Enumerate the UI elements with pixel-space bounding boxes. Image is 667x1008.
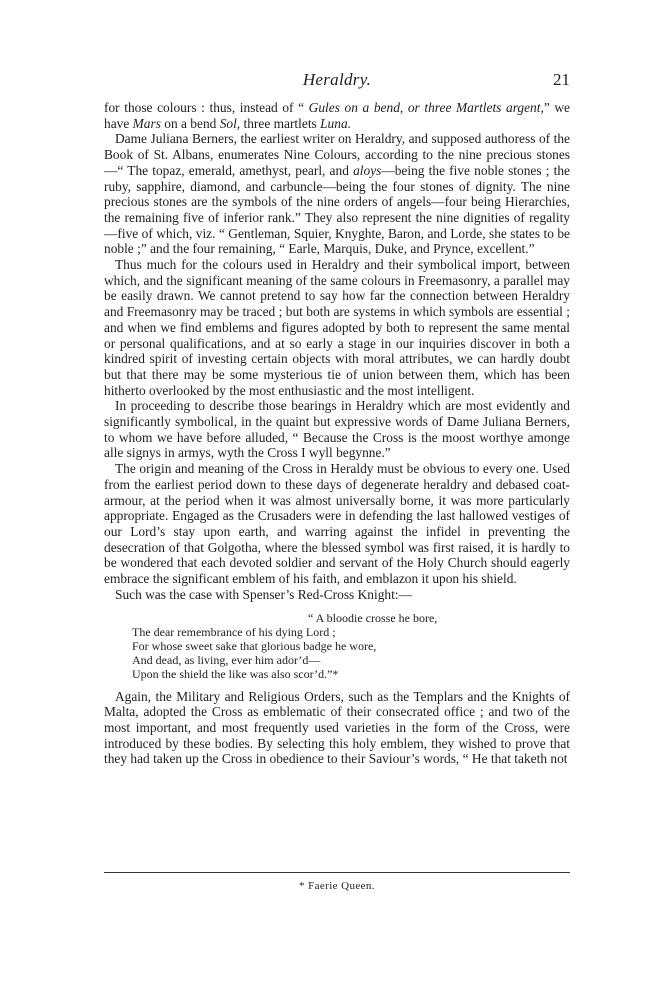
poem-line: The dear remembrance of his dying Lord ; xyxy=(132,624,336,639)
poem-line: “ A bloodie crosse he bore, xyxy=(308,610,438,625)
paragraph xyxy=(104,461,570,587)
paragraph xyxy=(104,587,570,603)
poem-line: And dead, as living, ever him ador’d— xyxy=(132,652,321,667)
text-run: Such was the case with Spenser’s Red-Cross Knight:— xyxy=(115,586,412,602)
poem-quotation xyxy=(132,611,570,681)
footnote: * Faerie Queen. xyxy=(299,880,375,892)
italic-text: Mars xyxy=(132,115,161,131)
poem-line: Upon the shield the like was also scor’d.”* xyxy=(132,666,339,681)
text-run: for those colours : thus, instead of “ xyxy=(104,100,309,115)
text-run: —being the five noble stones ; the ruby, sapphire, diamond, and carbuncle—being the four stones of dignity. The nine precious stones are the symbols of the nine orders of angels—four being Hierarchies, the remaining five of inferior rank.” They also represent the nine dignities of regality—five of which, viz. “ Gentleman, Squier, Knyghte, Baron, and Lorde, she states to be noble ;” and the four remaining, “ Earle, Marquis, Duke, and Prynce, excellent.” xyxy=(104,162,571,257)
paragraphs xyxy=(104,100,570,603)
italic-text: aloys xyxy=(353,162,382,178)
text-run: three martlets xyxy=(240,115,321,131)
paragraph xyxy=(104,398,570,461)
text-run: Dame Juliana Berners, the earliest writer on Heraldry, and supposed authoress of the Book of St. Albans, enumerates Nine Colours, according to the nine precious stones—“ The topaz, emerald, amethyst, pearl, and xyxy=(104,131,570,178)
running-title: Heraldry. xyxy=(302,70,372,89)
paragraph xyxy=(104,131,570,257)
page-number: 21 xyxy=(553,70,570,89)
paragraph xyxy=(104,257,570,398)
text-run: The origin and meaning of the Cross in Heraldy must be obvious to every one. Used from the earliest period down to these days of degenerate heraldry and debased coat-armour, at the period when it was almost universally borne, it was more particularly appropriate. Engaged as the Crusaders were in defending the last hallowed vestiges of our Lord’s stay upon earth, and warring against the infidel in preventing the desecration of that Golgotha, where the blessed symbol was first raised, it is hardly to be wondered that each devoted soldier and servant of the Holy Church should eagerly embrace the significant emblem of his faith, and emblazon it upon his shield. xyxy=(104,461,570,587)
closing-paragraph: Again, the Military and Religious Orders, such as the Templars and the Knights of Malta, adopted the Cross as emblematic of their consecrated office ; and two of the most important, and most frequently used varieties in the form of the Cross, were introduced by these bodies. By selecting this holy emblem, they wished to prove that they had taken up the Cross in obedience to their Saviour’s words, “ He that taketh not xyxy=(104,688,570,767)
poem-line: For whose sweet sake that glorious badge he wore, xyxy=(132,638,377,653)
text-run: Thus much for the colours used in Heraldry and their symbolical import, between which, and the significant meaning of the same colours in Freemasonry, a parallel may be easily drawn. We cannot pretend to say how far the connection between Heraldry and Freemasonry may be traced ; but both are systems in which symbols are essential ; and when we find emblems and figures adopted by both to represent the same mental or personal qualifications, and at so early a stage in our inquiries discover in both a kindred spirit of investing certain objects with moral attributes, we can hardly doubt but that there may be some mysterious tie of union between them, which has been hitherto overlooked by the most enthusiastic and the most intelligent. xyxy=(104,257,570,398)
text-run: on a bend xyxy=(160,115,220,131)
body-text xyxy=(104,100,570,767)
text-run: In proceeding to describe those bearings in Heraldry which are most evidently and significantly symbolical, in the quaint but expressive words of Dame Juliana Berners, to whom we have before alluded, “ Because the Cross is the moost worthye amonge alle signys in armys, wyth the Cross I wyll begynne.” xyxy=(104,398,570,461)
italic-text: Sol, xyxy=(219,115,241,131)
footnote-rule xyxy=(104,872,570,873)
paragraph xyxy=(104,100,570,131)
page-header xyxy=(104,70,570,92)
text-run: ” we have xyxy=(104,100,571,131)
italic-text: Luna. xyxy=(320,115,351,131)
italic-text: Gules on a bend, or three Martlets argent, xyxy=(308,100,544,115)
